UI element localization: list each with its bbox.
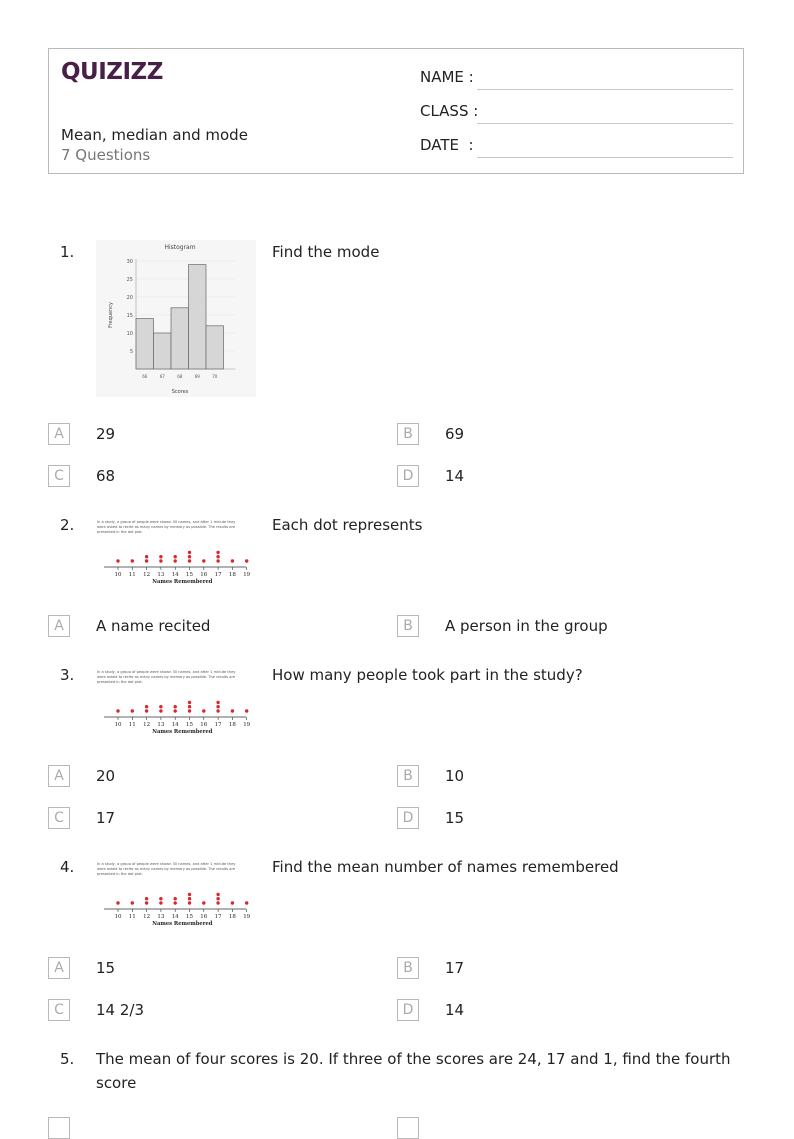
histogram-xtick-label: 70 <box>212 374 218 379</box>
histogram-xtick-label: 67 <box>159 374 165 379</box>
q3-option-c-box[interactable]: C <box>48 807 70 829</box>
q4-option-a-text: 15 <box>96 959 116 977</box>
dot-plot-dot <box>116 709 119 712</box>
dot-plot-tick-label: 17 <box>214 572 222 578</box>
histogram-ytick-label: 5 <box>129 348 133 355</box>
dot-plot-dot <box>145 705 148 708</box>
dot-plot-dot <box>188 897 191 900</box>
dot-plot-dot <box>216 555 219 558</box>
dot-plot-dot <box>174 897 177 900</box>
dot-plot-image-q2 <box>96 518 256 590</box>
q4-option-b-text: 17 <box>445 959 465 977</box>
histogram-bar <box>136 319 154 369</box>
histogram-bar <box>206 326 224 369</box>
dot-plot-dot <box>188 555 191 558</box>
histogram-xtick-label: 66 <box>142 374 148 379</box>
dot-plot-tick-label: 16 <box>200 914 208 920</box>
q3-option-b-box[interactable]: B <box>397 765 419 787</box>
dot-plot-dot <box>245 709 248 712</box>
dot-plot-dot <box>188 559 191 562</box>
q1-option-b-text: 69 <box>445 425 465 443</box>
question-4-text: Find the mean number of names remembered <box>272 858 619 876</box>
q3-option-d-box[interactable]: D <box>397 807 419 829</box>
histogram-image <box>96 240 256 397</box>
dot-plot-dot <box>131 901 134 904</box>
dot-plot-dot <box>188 701 191 704</box>
dot-plot-dot <box>116 559 119 562</box>
dot-plot-tick-label: 12 <box>143 914 151 920</box>
dot-plot-dot <box>145 901 148 904</box>
name-field[interactable] <box>420 68 733 90</box>
histogram-ytick-label: 25 <box>126 276 133 283</box>
q4-option-c-box[interactable]: C <box>48 999 70 1021</box>
histogram-xtick-label: 68 <box>177 374 183 379</box>
q4-option-d-text: 14 <box>445 1001 465 1019</box>
histogram-xlabel: Scores <box>171 389 189 395</box>
q1-option-d-text: 14 <box>445 467 465 485</box>
question-4-number: 4. <box>60 858 75 876</box>
dot-plot-caption: In a study, a group of people were shown 30 names, and after 1 minute they <box>97 520 236 524</box>
dot-plot-tick-label: 10 <box>114 572 122 578</box>
histogram-bar <box>171 308 189 369</box>
dot-plot-tick-label: 11 <box>128 914 136 920</box>
date-line <box>477 157 733 158</box>
quizizz-logo: QUIZIZZ <box>61 59 163 85</box>
dot-plot-dot <box>216 705 219 708</box>
q2-option-b-text: A person in the group <box>445 617 608 635</box>
dot-plot-dot <box>231 709 234 712</box>
dot-plot-dot <box>145 709 148 712</box>
q2-option-b-box[interactable]: B <box>397 615 419 637</box>
dot-plot-tick-label: 10 <box>114 914 122 920</box>
dot-plot-dot <box>159 901 162 904</box>
dot-plot-dot <box>174 709 177 712</box>
dot-plot-dot <box>216 901 219 904</box>
q1-option-c-text: 68 <box>96 467 116 485</box>
dot-plot-dot <box>174 901 177 904</box>
dot-plot-caption: were asked to recite as many names by memory as possible. The results are <box>97 675 236 679</box>
dot-plot-caption: were asked to recite as many names by memory as possible. The results are <box>97 525 236 529</box>
histogram-xtick-label: 69 <box>194 374 200 379</box>
q3-option-b-text: 10 <box>445 767 465 785</box>
q4-option-b-box[interactable]: B <box>397 957 419 979</box>
dot-plot-dot <box>231 559 234 562</box>
q5-option-b-box[interactable] <box>397 1117 419 1139</box>
dot-plot-tick-label: 14 <box>171 914 179 920</box>
dot-plot-tick-label: 13 <box>157 722 165 728</box>
dot-plot-dot <box>159 709 162 712</box>
histogram-ytick-label: 30 <box>126 258 133 265</box>
dot-plot-tick-label: 10 <box>114 722 122 728</box>
dot-plot-tick-label: 19 <box>243 572 251 578</box>
dot-plot-dot <box>188 551 191 554</box>
dot-plot-dot <box>245 901 248 904</box>
q1-option-b-box[interactable]: B <box>397 423 419 445</box>
dot-plot-xlabel: Names Remembered <box>152 729 213 735</box>
dot-plot-dot <box>216 897 219 900</box>
dot-plot-tick-label: 12 <box>143 722 151 728</box>
dot-plot-dot <box>174 555 177 558</box>
dot-plot-caption: presented in the dot plot. <box>97 530 143 534</box>
dot-plot-tick-label: 15 <box>186 572 193 578</box>
dot-plot-dot <box>202 709 205 712</box>
q3-option-a-box[interactable]: A <box>48 765 70 787</box>
dot-plot-dot <box>216 551 219 554</box>
dot-plot-dot <box>216 709 219 712</box>
dot-plot-dot <box>174 705 177 708</box>
dot-plot-dot <box>145 559 148 562</box>
histogram-ylabel: Frequency <box>108 302 114 328</box>
date-field[interactable] <box>420 136 733 158</box>
dot-plot-dot <box>216 893 219 896</box>
dot-plot-dot <box>216 701 219 704</box>
question-1-number: 1. <box>60 243 75 261</box>
worksheet-title: Mean, median and mode <box>61 126 248 144</box>
dot-plot-tick-label: 15 <box>186 914 193 920</box>
q1-option-a-box[interactable]: A <box>48 423 70 445</box>
question-3-number: 3. <box>60 666 75 684</box>
dot-plot-xlabel: Names Remembered <box>152 579 213 585</box>
dot-plot-caption: In a study, a group of people were shown 30 names, and after 1 minute they <box>97 670 236 674</box>
q3-option-a-text: 20 <box>96 767 116 785</box>
q1-option-c-box[interactable]: C <box>48 465 70 487</box>
dot-plot-dot <box>245 559 248 562</box>
dot-plot-tick-label: 18 <box>228 572 236 578</box>
dot-plot-dot <box>202 901 205 904</box>
dot-plot-caption: were asked to recite as many names by memory as possible. The results are <box>97 867 236 871</box>
question-count: 7 Questions <box>61 146 151 164</box>
dot-plot-dot <box>131 709 134 712</box>
dot-plot-caption: In a study, a group of people were shown 30 names, and after 1 minute they <box>97 862 236 866</box>
dot-plot-dot <box>159 555 162 558</box>
dot-plot-dot <box>159 897 162 900</box>
dot-plot-dot <box>231 901 234 904</box>
q3-option-c-text: 17 <box>96 809 116 827</box>
dot-plot-dot <box>202 559 205 562</box>
histogram-bar <box>154 333 172 369</box>
dot-plot-tick-label: 15 <box>186 722 193 728</box>
dot-plot-xlabel: Names Remembered <box>152 921 213 927</box>
dot-plot-tick-label: 11 <box>128 722 136 728</box>
dot-plot-image-q4 <box>96 860 256 932</box>
histogram-ytick-label: 15 <box>126 312 133 319</box>
dot-plot-image-q3 <box>96 668 256 740</box>
dot-plot-caption: presented in the dot plot. <box>97 680 143 684</box>
dot-plot-tick-label: 14 <box>171 572 179 578</box>
class-field[interactable] <box>420 102 733 124</box>
q4-option-d-box[interactable]: D <box>397 999 419 1021</box>
dot-plot-tick-label: 14 <box>171 722 179 728</box>
q3-option-d-text: 15 <box>445 809 465 827</box>
question-1-text: Find the mode <box>272 243 380 261</box>
dot-plot-dot <box>145 555 148 558</box>
dot-plot-tick-label: 17 <box>214 914 222 920</box>
dot-plot-tick-label: 13 <box>157 572 165 578</box>
dot-plot-dot <box>188 893 191 896</box>
class-line <box>477 123 733 124</box>
dot-plot-dot <box>216 559 219 562</box>
question-5-text: The mean of four scores is 20. If three of the scores are 24, 17 and 1, find the fourth score <box>96 1050 731 1092</box>
dot-plot-dot <box>188 705 191 708</box>
class-label: CLASS : <box>420 102 479 120</box>
histogram-bar <box>189 265 207 369</box>
q4-option-a-box[interactable]: A <box>48 957 70 979</box>
question-2-text: Each dot represents <box>272 516 423 534</box>
q4-option-c-text: 14 2/3 <box>96 1001 144 1019</box>
dot-plot-dot <box>159 559 162 562</box>
dot-plot-tick-label: 12 <box>143 572 151 578</box>
dot-plot-dot <box>116 901 119 904</box>
dot-plot-tick-label: 17 <box>214 722 222 728</box>
dot-plot-tick-label: 13 <box>157 914 165 920</box>
dot-plot-tick-label: 16 <box>200 722 208 728</box>
dot-plot-tick-label: 18 <box>228 914 236 920</box>
dot-plot-tick-label: 19 <box>243 722 251 728</box>
q5-option-a-box[interactable] <box>48 1117 70 1139</box>
dot-plot-tick-label: 19 <box>243 914 251 920</box>
question-3-text: How many people took part in the study? <box>272 666 583 684</box>
dot-plot-caption: presented in the dot plot. <box>97 872 143 876</box>
histogram-ytick-label: 10 <box>126 330 133 337</box>
worksheet-header <box>48 48 744 174</box>
dot-plot-tick-label: 11 <box>128 572 136 578</box>
q2-option-a-text: A name recited <box>96 617 211 635</box>
dot-plot-dot <box>159 705 162 708</box>
name-label: NAME : <box>420 68 474 86</box>
dot-plot-tick-label: 16 <box>200 572 208 578</box>
date-label: DATE : <box>420 136 474 154</box>
dot-plot-dot <box>188 901 191 904</box>
name-line <box>477 89 733 90</box>
dot-plot-dot <box>145 897 148 900</box>
dot-plot-dot <box>188 709 191 712</box>
histogram-title: Histogram <box>164 244 196 251</box>
q2-option-a-box[interactable]: A <box>48 615 70 637</box>
dot-plot-tick-label: 18 <box>228 722 236 728</box>
histogram-ytick-label: 20 <box>126 294 133 301</box>
q1-option-a-text: 29 <box>96 425 116 443</box>
dot-plot-dot <box>131 559 134 562</box>
question-5-number: 5. <box>60 1050 75 1068</box>
q1-option-d-box[interactable]: D <box>397 465 419 487</box>
question-2-number: 2. <box>60 516 75 534</box>
dot-plot-dot <box>174 559 177 562</box>
